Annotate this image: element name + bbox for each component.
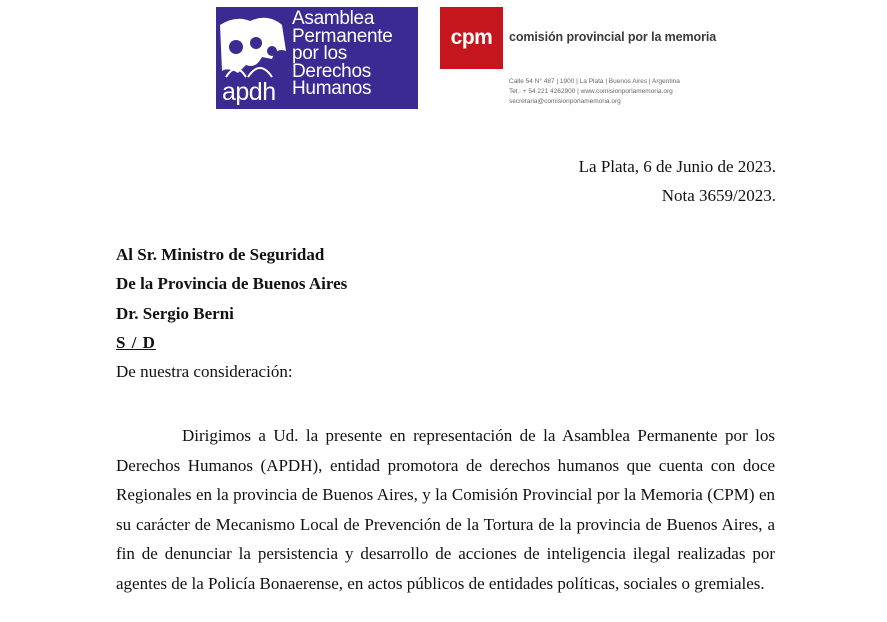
apdh-name-line: Asamblea bbox=[292, 8, 375, 29]
apdh-name-line: Humanos bbox=[292, 78, 372, 99]
sd-mark: S / D bbox=[116, 333, 156, 352]
apdh-logo bbox=[216, 7, 418, 109]
cpm-full-name: comisión provincial por la memoria bbox=[509, 30, 717, 44]
cpm-address-line: Tel.: + 54 221 4262900 | www.comisionporlamemoria.org bbox=[509, 88, 673, 95]
addressee-line: Al Sr. Ministro de Seguridad bbox=[116, 245, 325, 264]
cpm-address-line: secretaria@comisionporlamemoria.org bbox=[509, 98, 621, 105]
apdh-name-line: por los bbox=[292, 43, 347, 64]
apdh-name-line: Derechos bbox=[292, 60, 371, 82]
addressee-line: Dr. Sergio Berni bbox=[116, 304, 234, 323]
body-paragraph: Dirigimos a Ud. la presente en representación de la Asamblea Permanente por los Derechos Humanos (APDH), entidad promotora de derechos humanos que cuenta con doce Regionales en la provincia de Buenos Aires, y la Comisión Provincial por la Memoria (CPM) en su carácter de Mecanismo Local de Prevención de la Tortura de la provincia de Buenos Aires, a fin de denunciar la persistencia y desarrollo de acciones de inteligencia ilegal realizadas por agentes de la Policía Bonaerense, en actos públicos de entidades políticas, sociales o gremiales. bbox=[116, 426, 775, 593]
cpm-logo-mark: cpm bbox=[440, 7, 503, 69]
note-number: Nota 3659/2023. bbox=[661, 186, 776, 205]
cpm-address-line: Calle 54 N° 487 | 1900 | La Plata | Buenos Aires | Argentina bbox=[509, 78, 680, 85]
addressee-line: De la Provincia de Buenos Aires bbox=[116, 274, 348, 293]
cpm-address bbox=[509, 77, 680, 107]
apdh-name bbox=[292, 10, 393, 98]
place-date: La Plata, 6 de Junio de 2023. bbox=[578, 157, 776, 176]
greeting: De nuestra consideración: bbox=[116, 362, 293, 381]
apdh-name-line: Permanente bbox=[292, 25, 393, 47]
apdh-abbreviation: apdh bbox=[222, 78, 276, 106]
